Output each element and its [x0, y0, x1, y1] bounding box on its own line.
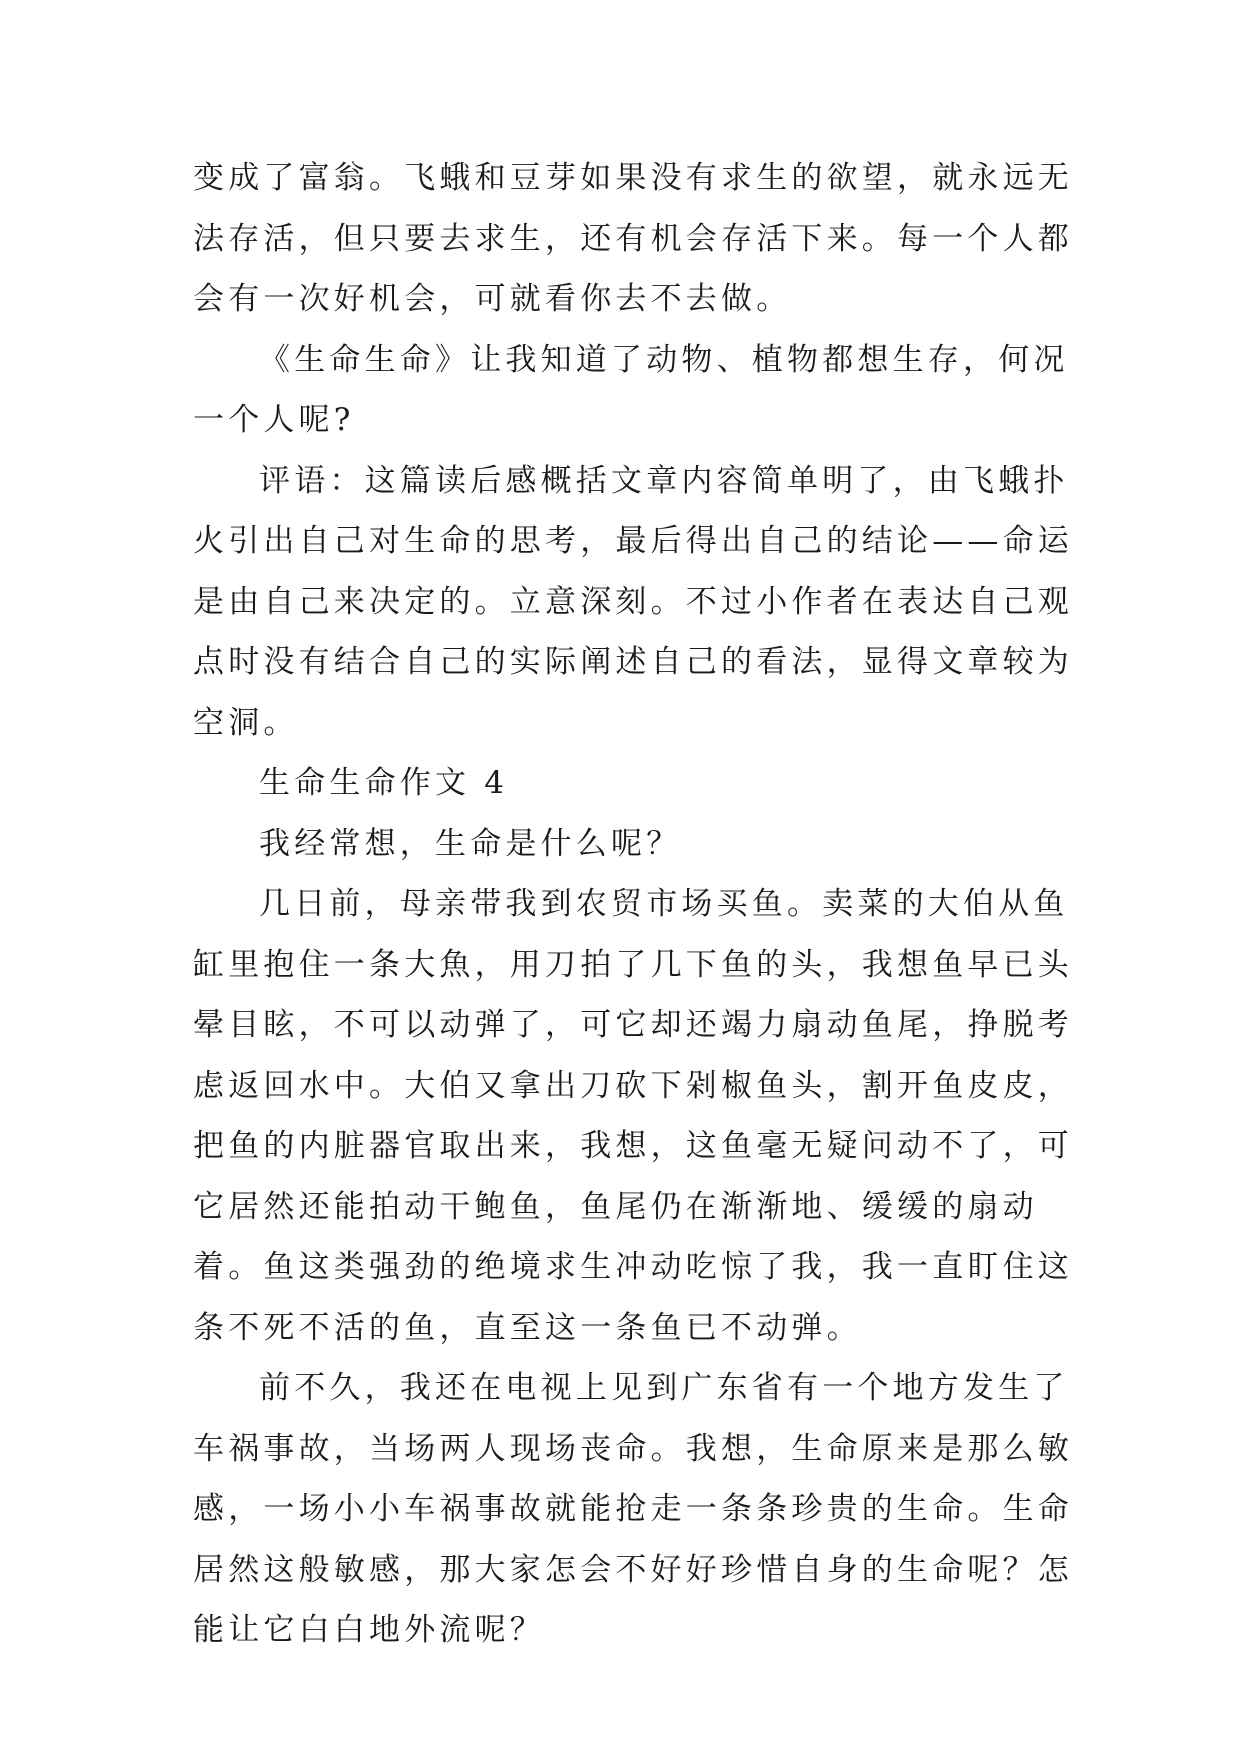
- paragraph-1: 变成了富翁。飞蛾和豆芽如果没有求生的欲望，就永远无法存活，但只要去求生，还有机会存活下来。每一个人都会有一次好机会，可就看你去不去做。: [193, 160, 1073, 317]
- section-heading: 生命生命作文 4: [259, 765, 509, 801]
- document-page: [193, 148, 1073, 1661]
- paragraph-question: 我经常想，生命是什么呢？: [259, 825, 682, 862]
- paragraph-accident-story: 前不久，我还在电视上见到广东省有一个地方发生了车祸事故，当场两人现场丧命。我想，生命原来是那么敏感，一场小小车祸事故就能抢走一条条珍贵的生命。生命居然这般敏感，那大家怎会不好好珍惜自身的生命呢？怎能让它白白地外流呢？: [193, 1370, 1073, 1648]
- paragraph-comment: 评语：这篇读后感概括文章内容简单明了，由飞蛾扑火引出自己对生命的思考，最后得出自己的结论——命运是由自己来决定的。立意深刻。不过小作者在表达自己观点时没有结合自己的实际阐述自己的看法，显得文章较为空洞。: [193, 462, 1073, 741]
- paragraph-2: 《生命生命》让我知道了动物、植物都想生存，何况一个人呢?: [193, 341, 1069, 438]
- paragraph-fish-story: 几日前，母亲带我到农贸市场买鱼。卖菜的大伯从鱼缸里抱住一条大魚，用刀拍了几下鱼的头，我想鱼早已头晕目眩，不可以动弹了，可它却还竭力扇动鱼尾，挣脱考虑返回水中。大伯又拿出刀砍下剁椒鱼头，割开鱼皮皮，把鱼的内脏器官取出来，我想，这鱼毫无疑问动不了，可它居然还能拍动干鲍鱼，鱼尾仍在渐渐地、缓缓的扇动着。鱼这类强劲的绝境求生冲动吃惊了我，我一直盯住这条不死不活的鱼，直至这一条鱼已不动弹。: [193, 886, 1073, 1346]
